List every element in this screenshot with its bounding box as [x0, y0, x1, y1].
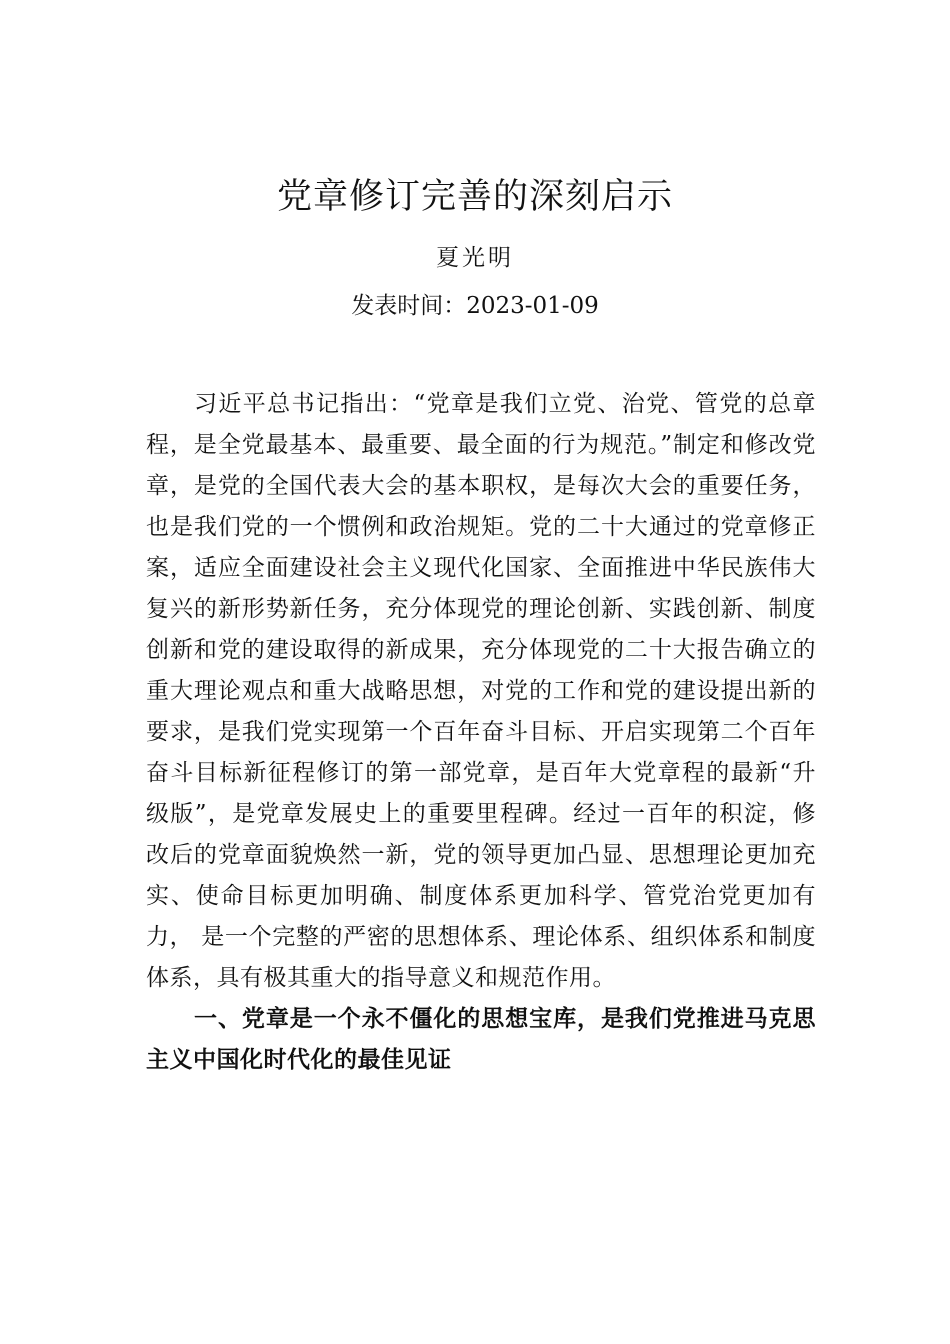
section-heading: 一、党章是一个永不僵化的思想宝库，是我们党推进马克思主义中国化时代化的最佳见证	[146, 1006, 816, 1073]
author-name: 夏光明	[436, 245, 514, 271]
intro-paragraph: 习近平总书记指出：“党章是我们立党、治党、管党的总章程，是全党最基本、最重要、最全面的行为规范。”制定和修改党章，是党的全国代表大会的基本职权，是每次大会的重要任务，也是我们党的一个惯例和政治规矩。党的二十大通过的党章修正案，适应全面建设社会主义现代化国家、全面推进中华民族伟大复兴的新形势新任务，充分体现党的理论创新、实践创新、制度创新和党的建设取得的新成果，充分体现党的二十大报告确立的重大理论观点和重大战略思想，对党的工作和党的建设提出新的要求，是我们党实现第一个百年奋斗目标、开启实现第二个百年奋斗目标新征程修订的第一部党章，是百年大党章程的最新“升级版”，是党章发展史上的重要里程碑。经过一百年的积淀，修改后的党章面貌焕然一新，党的领导更加凸显、思想理论更加充实、使命目标更加明确、制度体系更加科学、管党治党更加有力， 是一个完整的严密的思想体系、理论体系、组织体系和制度体系，具有极其重大的指导意义和规范作用。	[146, 391, 816, 991]
document-title: 党章修订完善的深刻启示	[276, 177, 673, 217]
document-body	[146, 384, 816, 1081]
publish-date: 发表时间：2023-01-09	[351, 293, 599, 319]
